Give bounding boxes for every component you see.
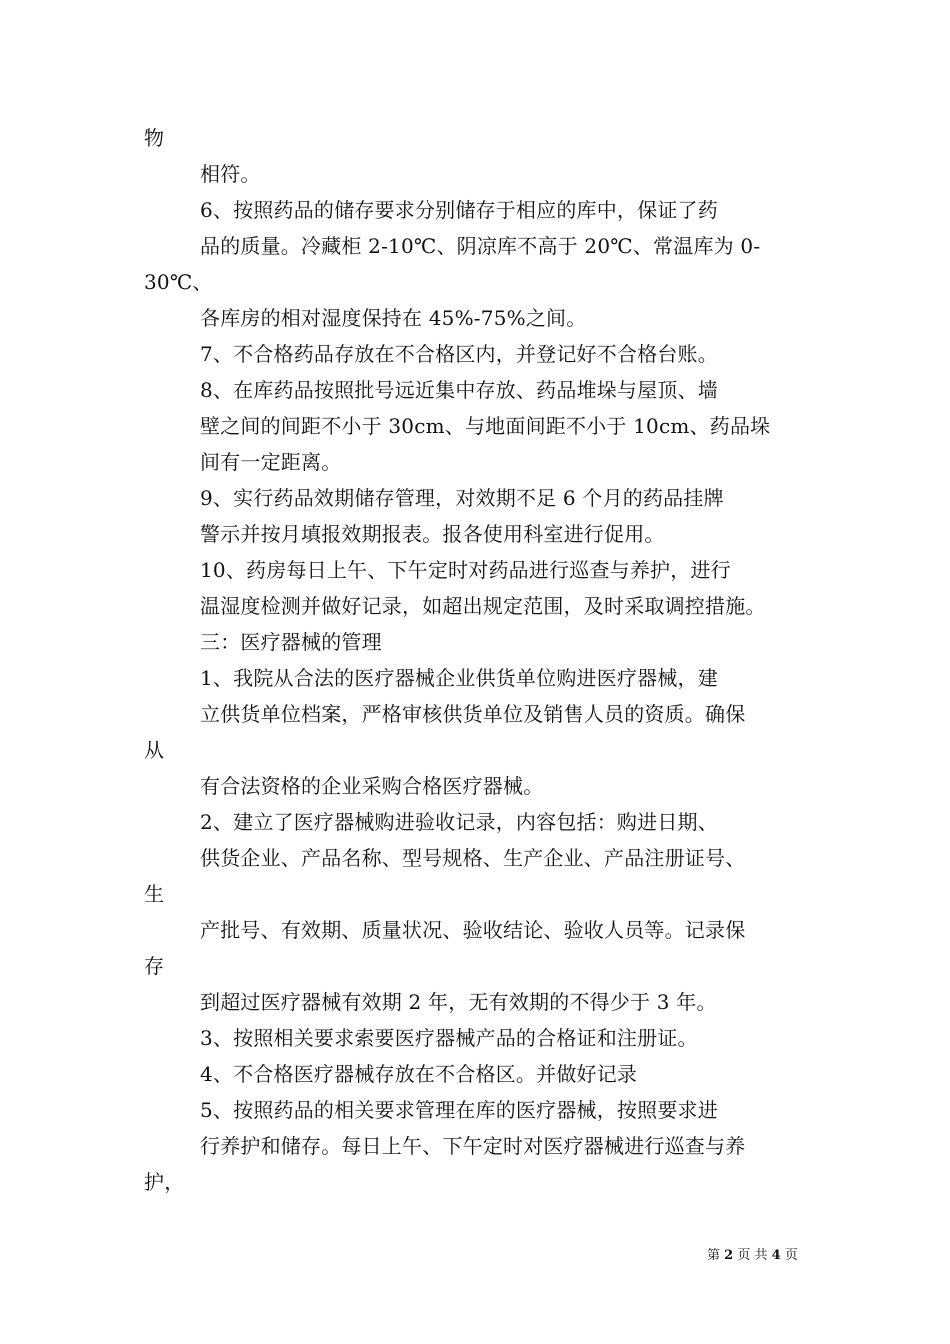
text-line: 4、不合格医疗器械存放在不合格区。并做好记录 xyxy=(200,1062,638,1086)
text-line: 间有一定距离。 xyxy=(200,450,342,474)
text-line: 物 xyxy=(144,126,165,150)
text-line: 立供货单位档案，严格审核供货单位及销售人员的资质。确保 xyxy=(200,702,746,726)
text-line: 5、按照药品的相关要求管理在库的医疗器械，按照要求进 xyxy=(200,1098,718,1122)
page-number-footer xyxy=(707,1248,798,1264)
text-line: 10、药房每日上午、下午定时对药品进行巡查与养护，进行 xyxy=(200,558,731,582)
footer-suffix: 页 xyxy=(784,1248,798,1263)
current-page-number: 2 xyxy=(724,1248,734,1263)
text-line: 存 xyxy=(144,954,165,978)
text-line: 30℃、 xyxy=(144,270,213,294)
text-line: 供货企业、产品名称、型号规格、生产企业、产品注册证号、 xyxy=(200,846,746,870)
text-line: 各库房的相对湿度保持在 45%-75%之间。 xyxy=(200,306,587,330)
text-line: 温湿度检测并做好记录，如超出规定范围，及时采取调控措施。 xyxy=(200,594,766,618)
text-line: 2、建立了医疗器械购进验收记录，内容包括：购进日期、 xyxy=(200,810,718,834)
footer-middle: 页 共 xyxy=(737,1248,768,1263)
text-line: 产批号、有效期、质量状况、验收结论、验收人员等。记录保 xyxy=(200,918,746,942)
text-line: 8、在库药品按照批号远近集中存放、药品堆垛与屋顶、墙 xyxy=(200,378,718,402)
text-line: 到超过医疗器械有效期 2 年，无有效期的不得少于 3 年。 xyxy=(200,990,717,1014)
text-line: 警示并按月填报效期报表。报各使用科室进行促用。 xyxy=(200,522,665,546)
text-line: 行养护和储存。每日上午、下午定时对医疗器械进行巡查与养 xyxy=(200,1134,746,1158)
text-line: 7、不合格药品存放在不合格区内，并登记好不合格台账。 xyxy=(200,342,718,366)
text-line: 品的质量。冷藏柜 2-10℃、阴凉库不高于 20℃、常温库为 0- xyxy=(200,234,761,258)
text-line: 有合法资格的企业采购合格医疗器械。 xyxy=(200,774,544,798)
text-line: 9、实行药品效期储存管理，对效期不足 6 个月的药品挂牌 xyxy=(200,486,724,510)
text-line: 1、我院从合法的医疗器械企业供货单位购进医疗器械，建 xyxy=(200,666,718,690)
section-heading: 三：医疗器械的管理 xyxy=(200,630,382,654)
text-line: 生 xyxy=(144,882,165,906)
text-line: 护， xyxy=(144,1170,185,1194)
text-line: 壁之间的间距不小于 30cm、与地面间距不小于 10cm、药品垛 xyxy=(200,414,771,438)
text-line: 3、按照相关要求索要医疗器械产品的合格证和注册证。 xyxy=(200,1026,698,1050)
text-line: 从 xyxy=(144,738,165,762)
footer-prefix: 第 xyxy=(707,1248,721,1263)
text-line: 相符。 xyxy=(200,162,261,186)
total-page-number: 4 xyxy=(771,1248,781,1263)
text-line: 6、按照药品的储存要求分别储存于相应的库中，保证了药 xyxy=(200,198,718,222)
